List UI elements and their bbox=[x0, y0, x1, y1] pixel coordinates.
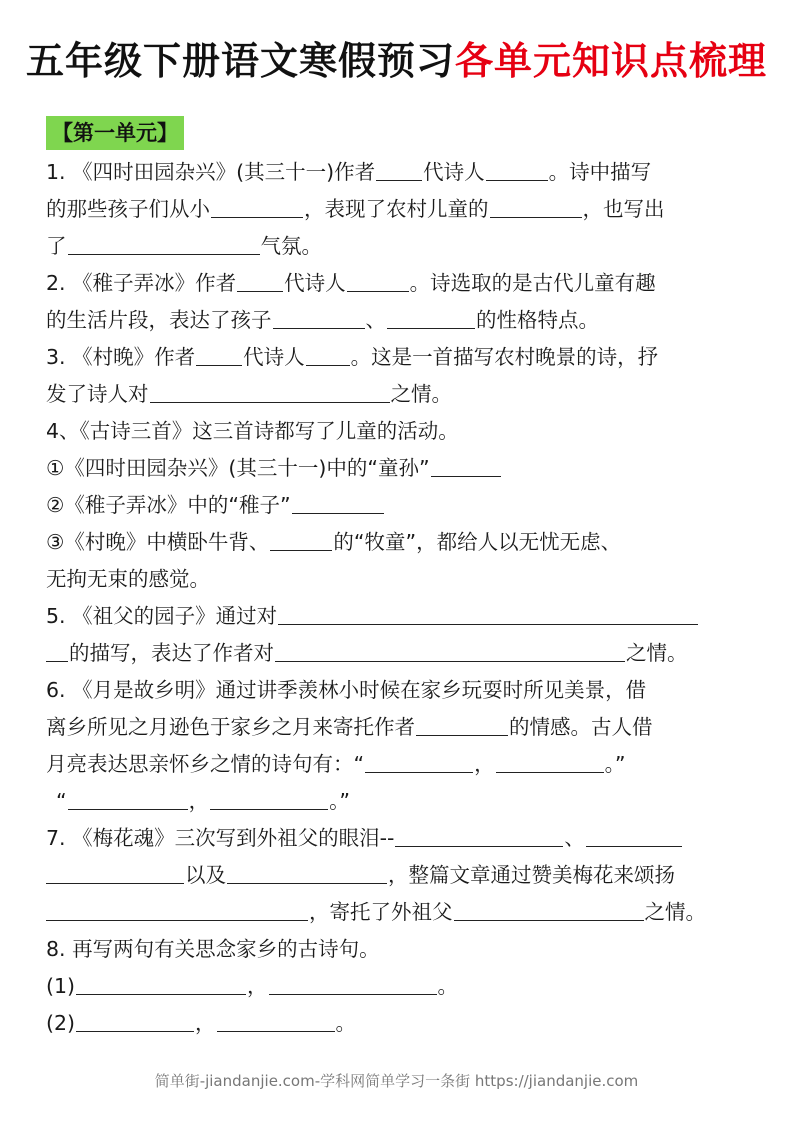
q6-line-3 bbox=[46, 746, 750, 783]
q5-line-1 bbox=[46, 598, 750, 635]
blank bbox=[586, 822, 682, 847]
q1-line-3 bbox=[46, 228, 750, 265]
text: 月亮表达思亲怀乡之情的诗句有：“ bbox=[46, 752, 365, 776]
text: ， bbox=[247, 974, 268, 998]
blank bbox=[387, 304, 475, 329]
page-title bbox=[0, 30, 793, 85]
blank bbox=[395, 822, 563, 847]
blank bbox=[46, 896, 308, 921]
blank bbox=[416, 711, 508, 736]
blank bbox=[46, 859, 184, 884]
text: (2) bbox=[46, 1011, 76, 1035]
q7-line-3 bbox=[46, 894, 750, 931]
text: 之情。 bbox=[390, 382, 452, 406]
blank bbox=[292, 489, 384, 514]
q6-line-4 bbox=[46, 783, 750, 820]
worksheet-content bbox=[46, 154, 750, 1042]
title-part-red: 各单元知识点梳理 bbox=[455, 39, 768, 83]
text: 。 bbox=[335, 1011, 357, 1035]
text: 、 bbox=[365, 308, 386, 332]
blank bbox=[486, 156, 548, 181]
text: ，整篇文章通过赞美梅花来颂扬 bbox=[388, 863, 675, 887]
blank bbox=[76, 1007, 194, 1032]
text: 、 bbox=[564, 826, 585, 850]
text: ③《村晚》中横卧牛背、 bbox=[46, 530, 270, 554]
blank bbox=[347, 267, 409, 292]
q8-line-2 bbox=[46, 968, 750, 1005]
text: 气氛。 bbox=[260, 234, 322, 258]
q4-line-4 bbox=[46, 524, 750, 561]
text: 3. 《村晚》作者 bbox=[46, 345, 196, 369]
text: ，寄托了外祖父 bbox=[309, 900, 453, 924]
blank bbox=[196, 341, 242, 366]
blank bbox=[490, 193, 582, 218]
text: “ bbox=[56, 789, 67, 813]
text: 了 bbox=[46, 234, 67, 258]
q1-line-2 bbox=[46, 191, 750, 228]
blank bbox=[68, 230, 260, 255]
title-part-black: 五年级下册语文寒假预习 bbox=[25, 39, 455, 83]
q4-line-2 bbox=[46, 450, 750, 487]
q3-line-1 bbox=[46, 339, 750, 376]
text: 代诗人 bbox=[284, 271, 346, 295]
text: 代诗人 bbox=[423, 160, 485, 184]
text: 4、《古诗三首》这三首诗都写了儿童的活动。 bbox=[46, 419, 459, 443]
text: 之情。 bbox=[626, 641, 688, 665]
q6-line-1 bbox=[46, 672, 750, 709]
text: 无拘无束的感觉。 bbox=[46, 567, 210, 591]
text: 。诗选取的是古代儿童有趣 bbox=[409, 271, 656, 295]
text: ， bbox=[474, 752, 495, 776]
text: 1. 《四时田园杂兴》(其三十一)作者 bbox=[46, 160, 376, 184]
text: 。 bbox=[437, 974, 459, 998]
q8-line-3 bbox=[46, 1005, 750, 1042]
text: 的性格特点。 bbox=[476, 308, 599, 332]
text: ， bbox=[188, 789, 210, 813]
blank bbox=[269, 970, 437, 995]
blank bbox=[76, 970, 246, 995]
q3-line-2 bbox=[46, 376, 750, 413]
q5-line-2 bbox=[46, 635, 750, 672]
blank bbox=[275, 637, 625, 662]
text: 。” bbox=[604, 752, 626, 776]
blank bbox=[237, 267, 283, 292]
blank bbox=[306, 341, 350, 366]
blank bbox=[210, 785, 328, 810]
q7-line-2 bbox=[46, 857, 750, 894]
text: ①《四时田园杂兴》(其三十一)中的“童孙” bbox=[46, 456, 430, 480]
text: 7. 《梅花魂》三次写到外祖父的眼泪-- bbox=[46, 826, 395, 850]
text: 6. 《月是故乡明》通过讲季羡林小时候在家乡玩耍时所见美景，借 bbox=[46, 678, 647, 702]
blank bbox=[365, 748, 473, 773]
blank bbox=[211, 193, 303, 218]
q2-line-2 bbox=[46, 302, 750, 339]
text: 以及 bbox=[185, 863, 226, 887]
blank bbox=[496, 748, 604, 773]
blank bbox=[270, 526, 332, 551]
q4-line-5 bbox=[46, 561, 750, 598]
text: 代诗人 bbox=[243, 345, 305, 369]
blank bbox=[217, 1007, 335, 1032]
blank bbox=[68, 785, 188, 810]
blank bbox=[454, 896, 644, 921]
text: 的那些孩子们从小 bbox=[46, 197, 210, 221]
text: 离乡所见之月逊色于家乡之月来寄托作者 bbox=[46, 715, 415, 739]
blank bbox=[376, 156, 422, 181]
text: 的生活片段，表达了孩子 bbox=[46, 308, 272, 332]
q2-line-1 bbox=[46, 265, 750, 302]
footer-watermark: 简单街-jiandanjie.com-学科网简单学习一条街 https://jiandanjie.com bbox=[154, 1072, 639, 1090]
text: 的描写，表达了作者对 bbox=[69, 641, 274, 665]
text: 的“牧童”，都给人以无忧无虑、 bbox=[333, 530, 622, 554]
q4-line-1 bbox=[46, 413, 750, 450]
text: 的情感。古人借 bbox=[509, 715, 653, 739]
q4-line-3 bbox=[46, 487, 750, 524]
blank bbox=[150, 378, 390, 403]
unit-label: 【第一单元】 bbox=[46, 116, 184, 150]
text: 之情。 bbox=[644, 900, 706, 924]
blank bbox=[278, 600, 698, 625]
text: ②《稚子弄冰》中的“稚子” bbox=[46, 493, 291, 517]
text: ，也写出 bbox=[582, 197, 665, 221]
text: 发了诗人对 bbox=[46, 382, 149, 406]
q1-line-1 bbox=[46, 154, 750, 191]
q7-line-1 bbox=[46, 820, 750, 857]
blank bbox=[431, 452, 501, 477]
text: ， bbox=[195, 1011, 216, 1035]
q8-line-1 bbox=[46, 931, 750, 968]
text: 。诗中描写 bbox=[548, 160, 652, 184]
blank bbox=[46, 637, 68, 662]
q6-line-2 bbox=[46, 709, 750, 746]
text: 8. 再写两句有关思念家乡的古诗句。 bbox=[46, 937, 380, 961]
text: (1) bbox=[46, 974, 76, 998]
blank bbox=[227, 859, 387, 884]
text: 。这是一首描写农村晚景的诗，抒 bbox=[350, 345, 659, 369]
text: 5. 《祖父的园子》通过对 bbox=[46, 604, 278, 628]
text: ，表现了农村儿童的 bbox=[304, 197, 489, 221]
text: 2. 《稚子弄冰》作者 bbox=[46, 271, 237, 295]
text: 。” bbox=[329, 789, 350, 813]
blank bbox=[273, 304, 365, 329]
